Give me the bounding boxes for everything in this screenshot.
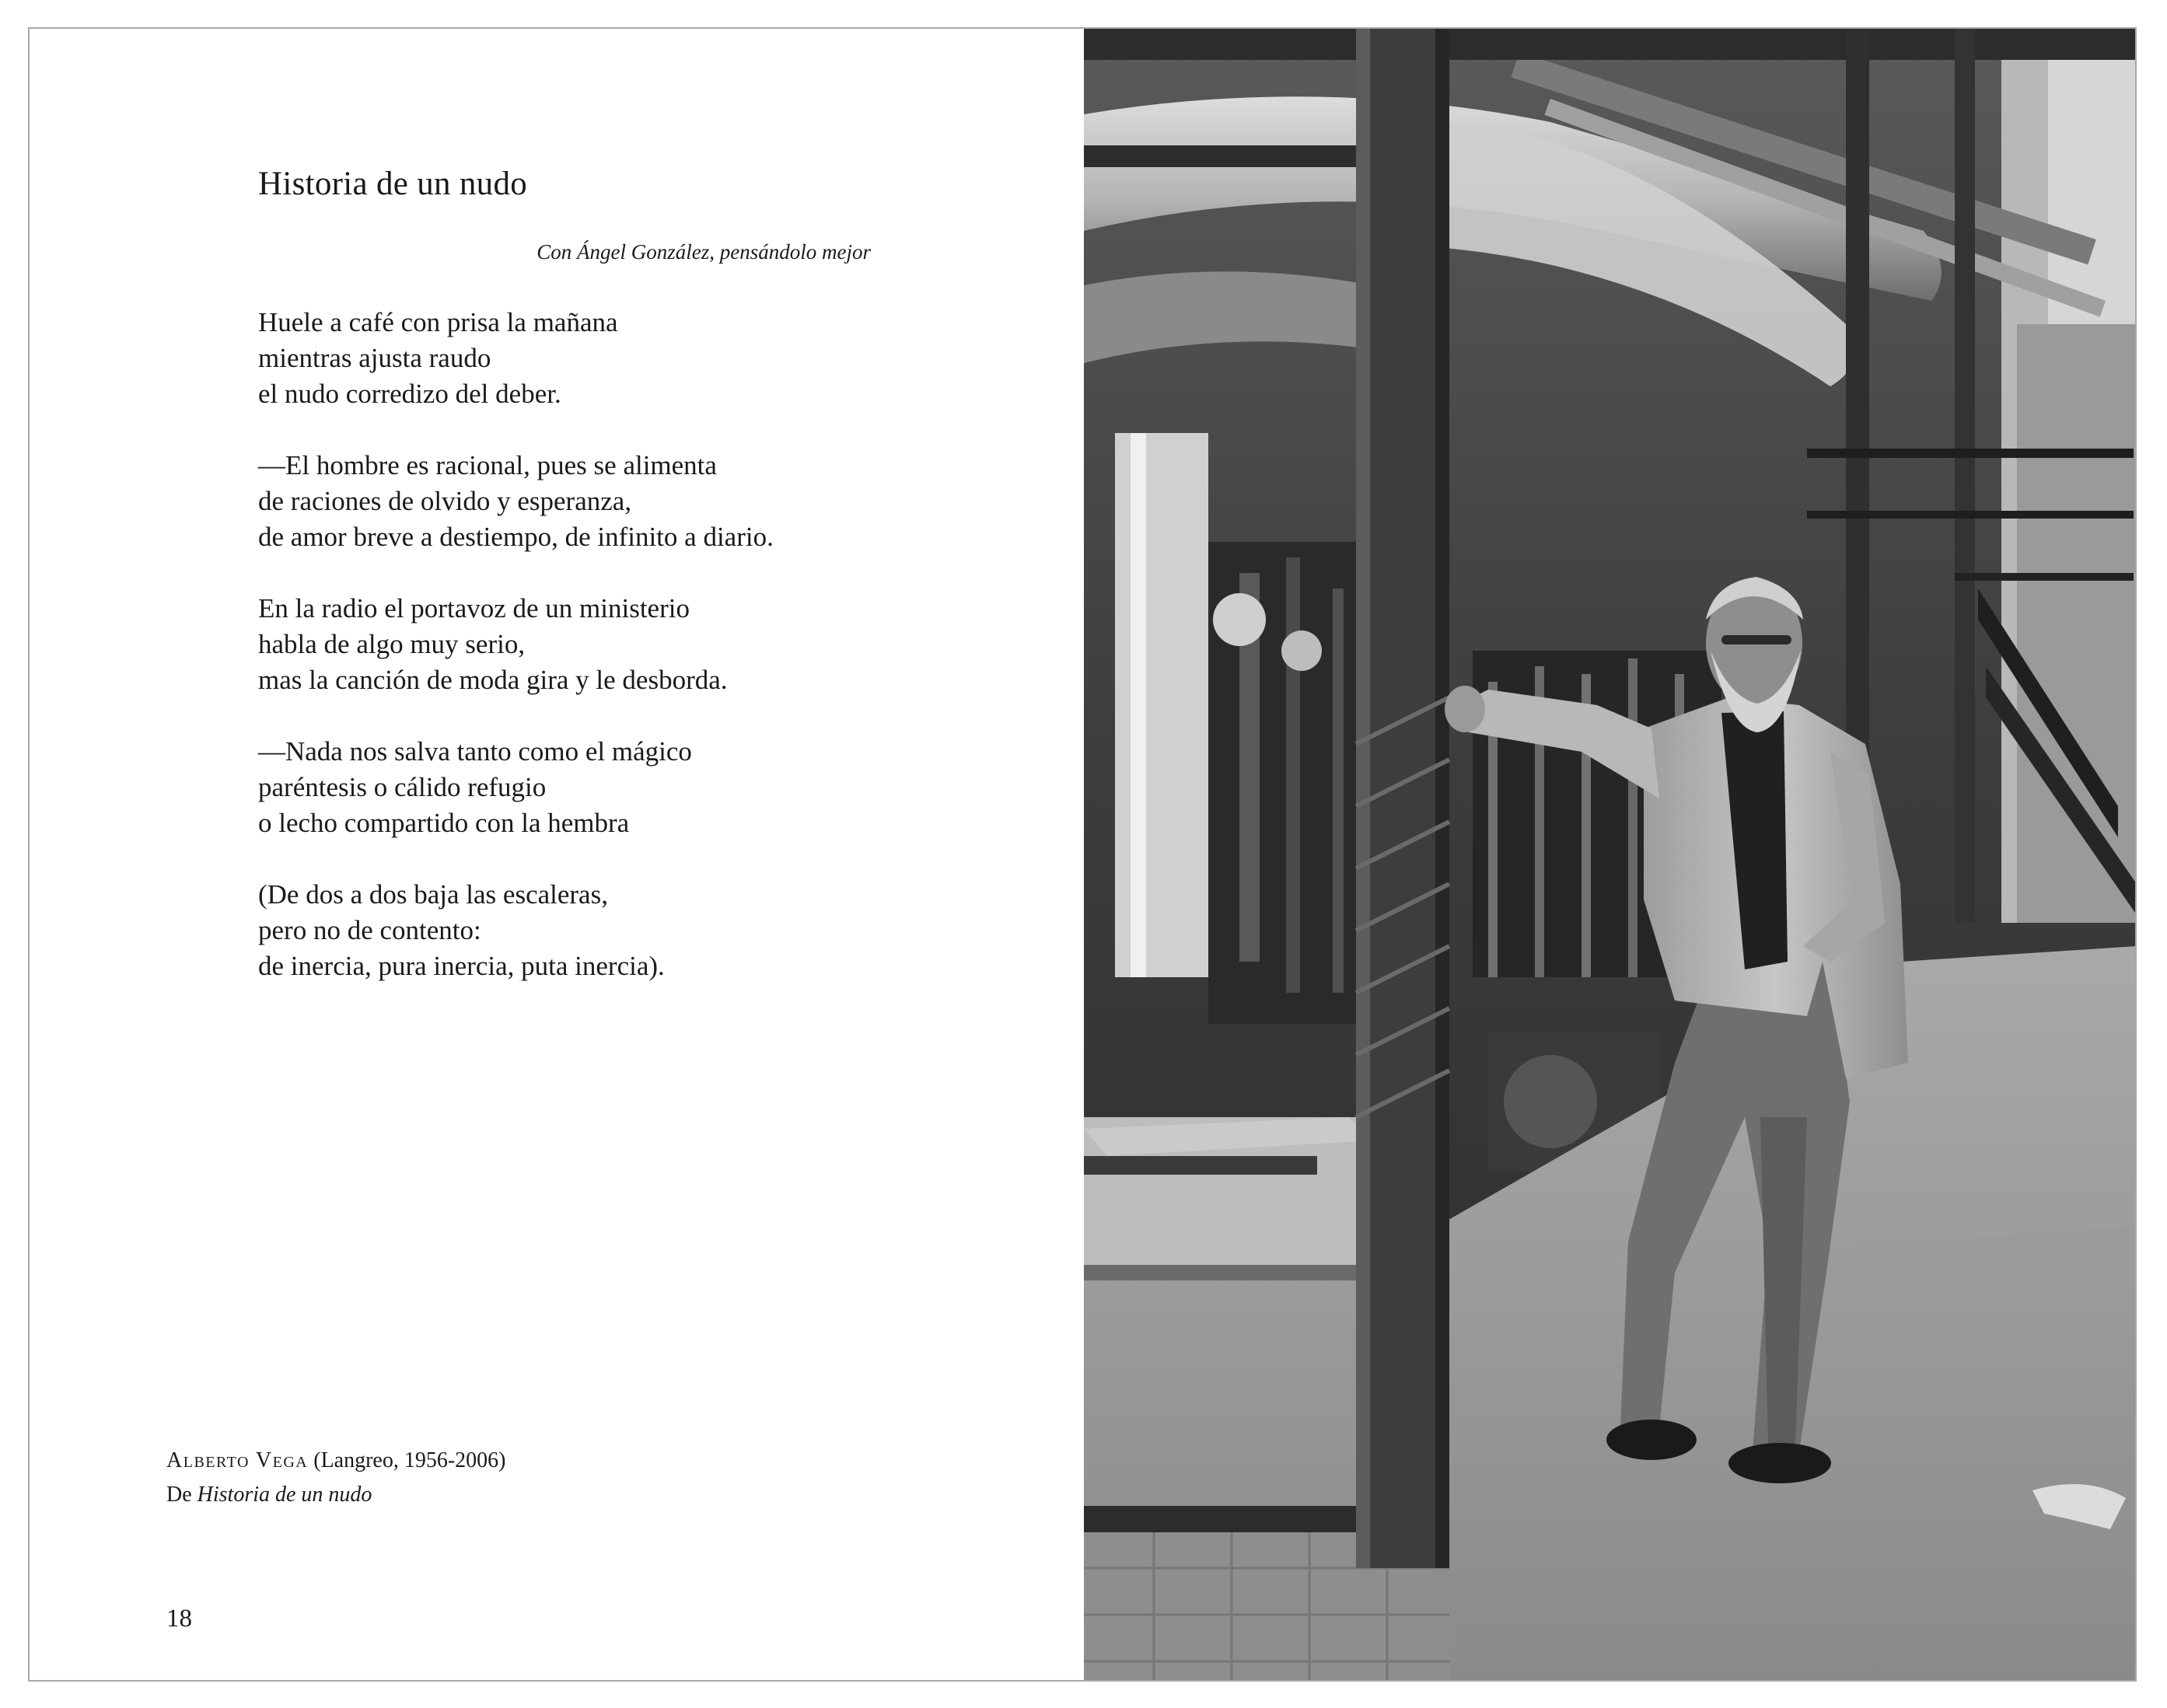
poem-line: mientras ajusta raudo bbox=[258, 343, 491, 373]
author-photo bbox=[1084, 29, 2137, 1682]
poem-line: —Nada nos salva tanto como el mágico bbox=[258, 736, 692, 767]
poem-line: de raciones de olvido y esperanza, bbox=[258, 486, 632, 516]
poem-line: Huele a café con prisa la mañana bbox=[258, 307, 618, 337]
photo-illustration bbox=[1084, 29, 2137, 1682]
stanza bbox=[258, 448, 774, 555]
author-line bbox=[166, 1444, 506, 1478]
poem-body bbox=[258, 305, 774, 1020]
poem-line: pero no de contento: bbox=[258, 915, 481, 945]
poem-line: (De dos a dos baja las escaleras, bbox=[258, 879, 608, 910]
poem-line: o lecho compartido con la hembra bbox=[258, 808, 630, 838]
poem-line: el nudo corredizo del deber. bbox=[258, 379, 561, 409]
author-name: Alberto Vega bbox=[166, 1448, 309, 1472]
author-details: (Langreo, 1956-2006) bbox=[313, 1448, 506, 1472]
stanza bbox=[258, 305, 774, 412]
left-page bbox=[30, 29, 1085, 1680]
poem-line: paréntesis o cálido refugio bbox=[258, 772, 547, 802]
poem-line: mas la canción de moda gira y le desborda. bbox=[258, 665, 728, 695]
stanza bbox=[258, 877, 774, 984]
source-prefix: De bbox=[166, 1483, 192, 1507]
poem-line: habla de algo muy serio, bbox=[258, 629, 526, 659]
attribution bbox=[166, 1444, 506, 1512]
poem-line: En la radio el portavoz de un ministerio bbox=[258, 593, 690, 623]
poem-dedication: Con Ángel González, pensándolo mejor bbox=[537, 240, 871, 264]
source-book-title: Historia de un nudo bbox=[197, 1483, 372, 1507]
page-number: 18 bbox=[166, 1605, 192, 1633]
poem-line: —El hombre es racional, pues se alimenta bbox=[258, 450, 717, 480]
source-line bbox=[166, 1478, 506, 1512]
poem-line: de inercia, pura inercia, puta inercia). bbox=[258, 951, 665, 981]
stanza bbox=[258, 734, 774, 841]
stanza bbox=[258, 591, 774, 698]
poem-title: Historia de un nudo bbox=[258, 166, 528, 202]
book-spread bbox=[28, 27, 2137, 1682]
poem-line: de amor breve a destiempo, de infinito a diario. bbox=[258, 522, 774, 552]
